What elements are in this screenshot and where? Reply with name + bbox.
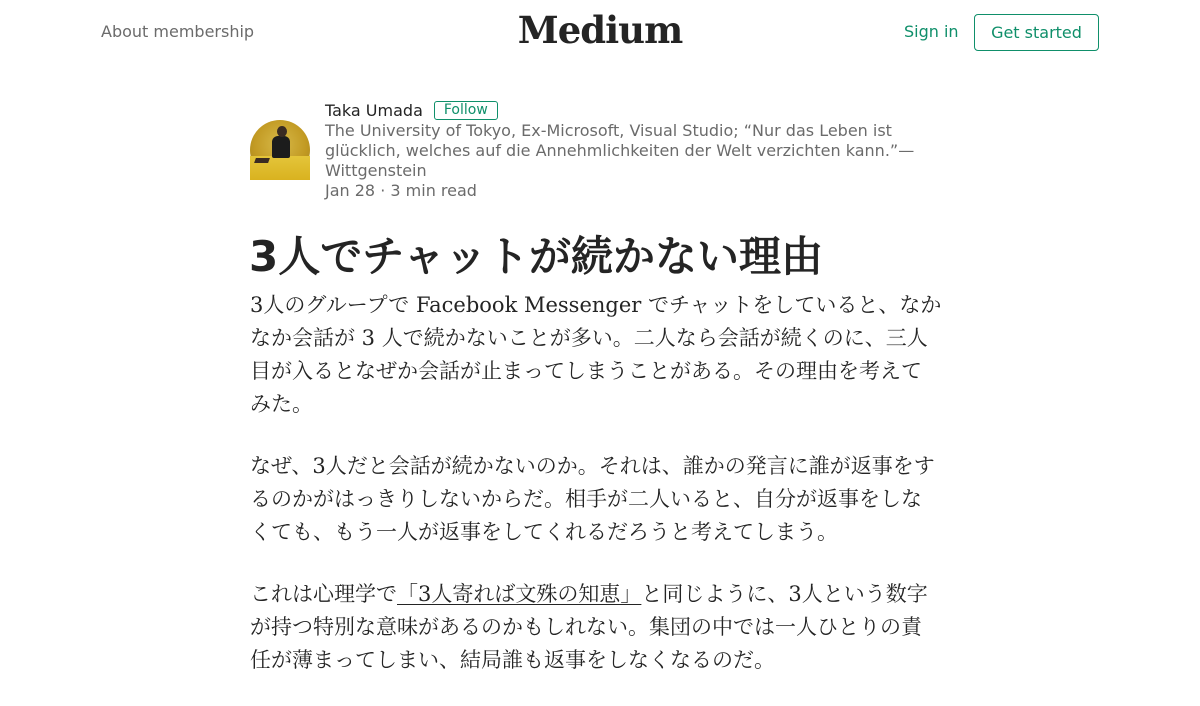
post-date[interactable]: Jan 28 [325,181,376,200]
read-time: 3 min read [390,181,477,200]
inline-article-link[interactable]: 「3人寄れば文殊の知恵」 [397,582,642,606]
paragraph-3-rest: と同じように、3人という数字が持つ特別な意味があるのかもしれない。集団の中では一人ひとりの責任が薄まってしまい、結局誰も返事をしなくなるのだ。 [250,582,928,672]
author-bio: The University of Tokyo, Ex-Microsoft, Visual Studio; “Nur das Leben ist glücklich, welches auf die Annehmlichkeiten der Welt verzichten kann.”— Wittgenstein [325,121,915,180]
sign-in-link[interactable]: Sign in [904,22,959,41]
paragraph-3-lead: これは心理学で [250,582,397,606]
author-meta [325,100,945,201]
avatar-person-body [272,136,290,158]
top-header [0,0,1200,64]
about-membership-link[interactable]: About membership [101,22,255,41]
avatar-person-head [277,126,287,137]
article-body [250,289,942,706]
article-paragraph-3 [250,578,942,677]
author-name-row [325,100,945,122]
article-paragraph-2: なぜ、3人だと会話が続かないのか。それは、誰かの発言に誰が返事をするのかがはっきりしないからだ。相手が二人いると、自分が返事をしなくても、もう一人が返事をしてくれるだろうと考えてしまう。 [250,454,935,544]
follow-button[interactable]: Follow [434,101,498,120]
post-meta [325,181,945,201]
medium-logo[interactable]: Medium [517,8,683,52]
author-name[interactable]: Taka Umada [325,101,423,120]
article-title: 3人でチャットが続かない理由 [249,232,823,281]
meta-separator: · [380,181,386,200]
article-paragraph-1: 3人のグループで Facebook Messenger でチャットをしていると、なかなか会話が 3 人で続かないことが多い。二人なら会話が続くのに、三人目が入るとなぜか会話が止まってしまうことがある。その理由を考えてみた。 [250,293,942,416]
author-avatar[interactable] [250,120,310,180]
avatar-object [254,158,270,163]
get-started-button[interactable]: Get started [974,14,1099,51]
